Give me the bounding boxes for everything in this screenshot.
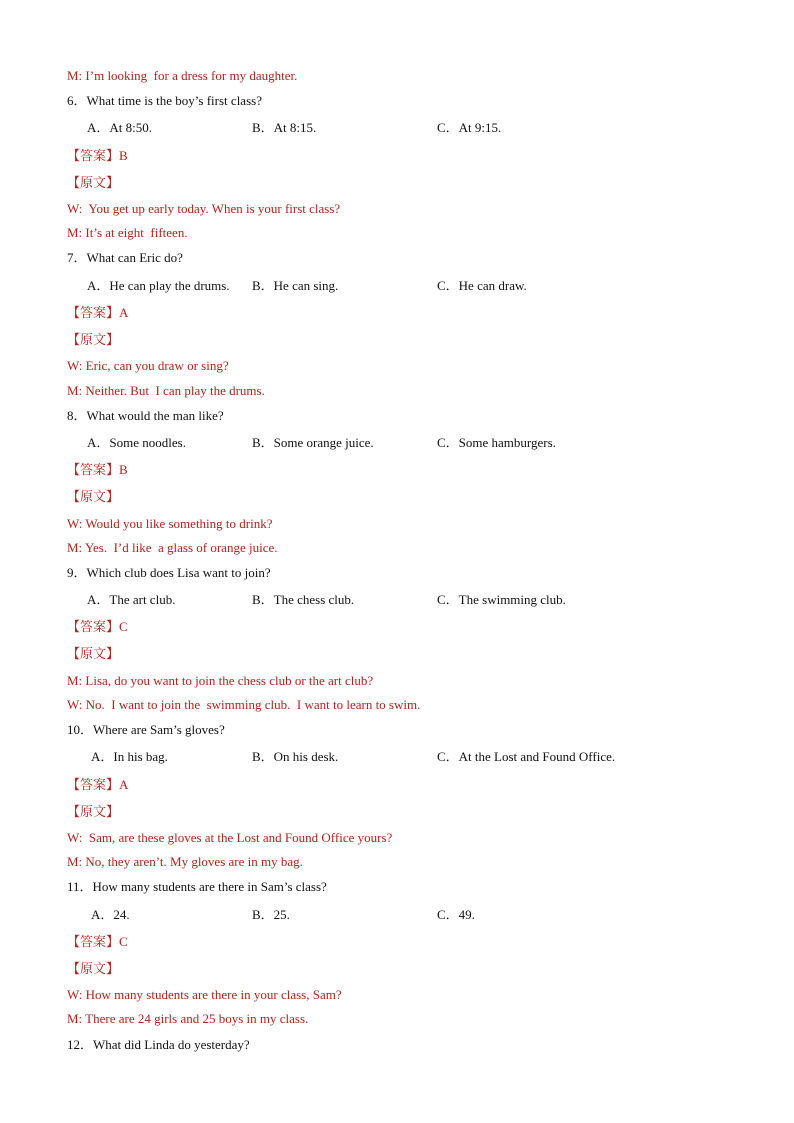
option-c: C．The swimming club. — [437, 592, 566, 607]
dialogue-line: W: Would you like something to drink? — [67, 516, 273, 531]
dialogue-line: M: I’m looking for a dress for my daughter. — [67, 68, 298, 83]
source-tag: 【原文】 — [67, 332, 120, 347]
answer-value: B — [119, 148, 128, 163]
question-7: 7．What can Eric do? — [67, 250, 183, 265]
answer-tag: 【答案】 — [67, 619, 120, 634]
answer-tag: 【答案】 — [67, 777, 120, 792]
source-tag: 【原文】 — [67, 646, 120, 661]
dialogue-line: M: It’s at eight fifteen. — [67, 225, 188, 240]
dialogue-line: M: There are 24 girls and 25 boys in my class. — [67, 1011, 309, 1026]
answer-line — [67, 305, 128, 321]
source-tag: 【原文】 — [67, 489, 120, 504]
question-10: 10．Where are Sam’s gloves? — [67, 722, 225, 737]
option-c: C．At the Lost and Found Office. — [437, 749, 616, 764]
option-b: B．25. — [252, 907, 290, 922]
answer-tag: 【答案】 — [67, 934, 120, 949]
question-11: 11．How many students are there in Sam’s class? — [67, 879, 327, 894]
option-b: B．The chess club. — [252, 592, 355, 607]
answer-line — [67, 934, 128, 950]
answer-value: C — [119, 619, 128, 634]
question-6: 6．What time is the boy’s first class? — [67, 93, 262, 108]
answer-line — [67, 148, 128, 164]
option-c: C．He can draw. — [437, 278, 527, 293]
answer-line — [67, 777, 128, 793]
dialogue-line: M: Yes. I’d like a glass of orange juice. — [67, 540, 278, 555]
dialogue-line: W: No. I want to join the swimming club. I want to learn to swim. — [67, 697, 421, 712]
source-tag: 【原文】 — [67, 961, 120, 976]
option-a: A．Some noodles. — [87, 435, 186, 450]
source-tag: 【原文】 — [67, 804, 120, 819]
answer-value: B — [119, 462, 128, 477]
answer-tag: 【答案】 — [67, 305, 120, 320]
dialogue-line: M: Lisa, do you want to join the chess club or the art club? — [67, 673, 374, 688]
question-8: 8．What would the man like? — [67, 408, 224, 423]
option-b: B．On his desk. — [252, 749, 339, 764]
option-a: A．24. — [91, 907, 130, 922]
answer-line — [67, 462, 128, 478]
option-c: C．49. — [437, 907, 475, 922]
option-b: B．He can sing. — [252, 278, 339, 293]
dialogue-line: M: No, they aren’t. My gloves are in my bag. — [67, 854, 303, 869]
answer-tag: 【答案】 — [67, 462, 120, 477]
option-c: C．At 9:15. — [437, 120, 502, 135]
dialogue-line: W: Sam, are these gloves at the Lost and Found Office yours? — [67, 830, 393, 845]
answer-line — [67, 619, 128, 635]
option-b: B．At 8:15. — [252, 120, 317, 135]
option-c: C．Some hamburgers. — [437, 435, 556, 450]
option-a: A．In his bag. — [91, 749, 168, 764]
option-a: A．At 8:50. — [87, 120, 153, 135]
option-a: A．The art club. — [87, 592, 176, 607]
answer-value: A — [119, 777, 129, 792]
source-tag: 【原文】 — [67, 175, 120, 190]
dialogue-line: W: Eric, can you draw or sing? — [67, 358, 229, 373]
answer-value: A — [119, 305, 129, 320]
option-b: B．Some orange juice. — [252, 435, 374, 450]
answer-tag: 【答案】 — [67, 148, 120, 163]
dialogue-line: W: How many students are there in your class, Sam? — [67, 987, 342, 1002]
dialogue-line: M: Neither. But I can play the drums. — [67, 383, 265, 398]
answer-value: C — [119, 934, 128, 949]
question-9: 9．Which club does Lisa want to join? — [67, 565, 271, 580]
question-12: 12．What did Linda do yesterday? — [67, 1037, 250, 1052]
dialogue-line: W: You get up early today. When is your first class? — [67, 201, 341, 216]
option-a: A．He can play the drums. — [87, 278, 230, 293]
